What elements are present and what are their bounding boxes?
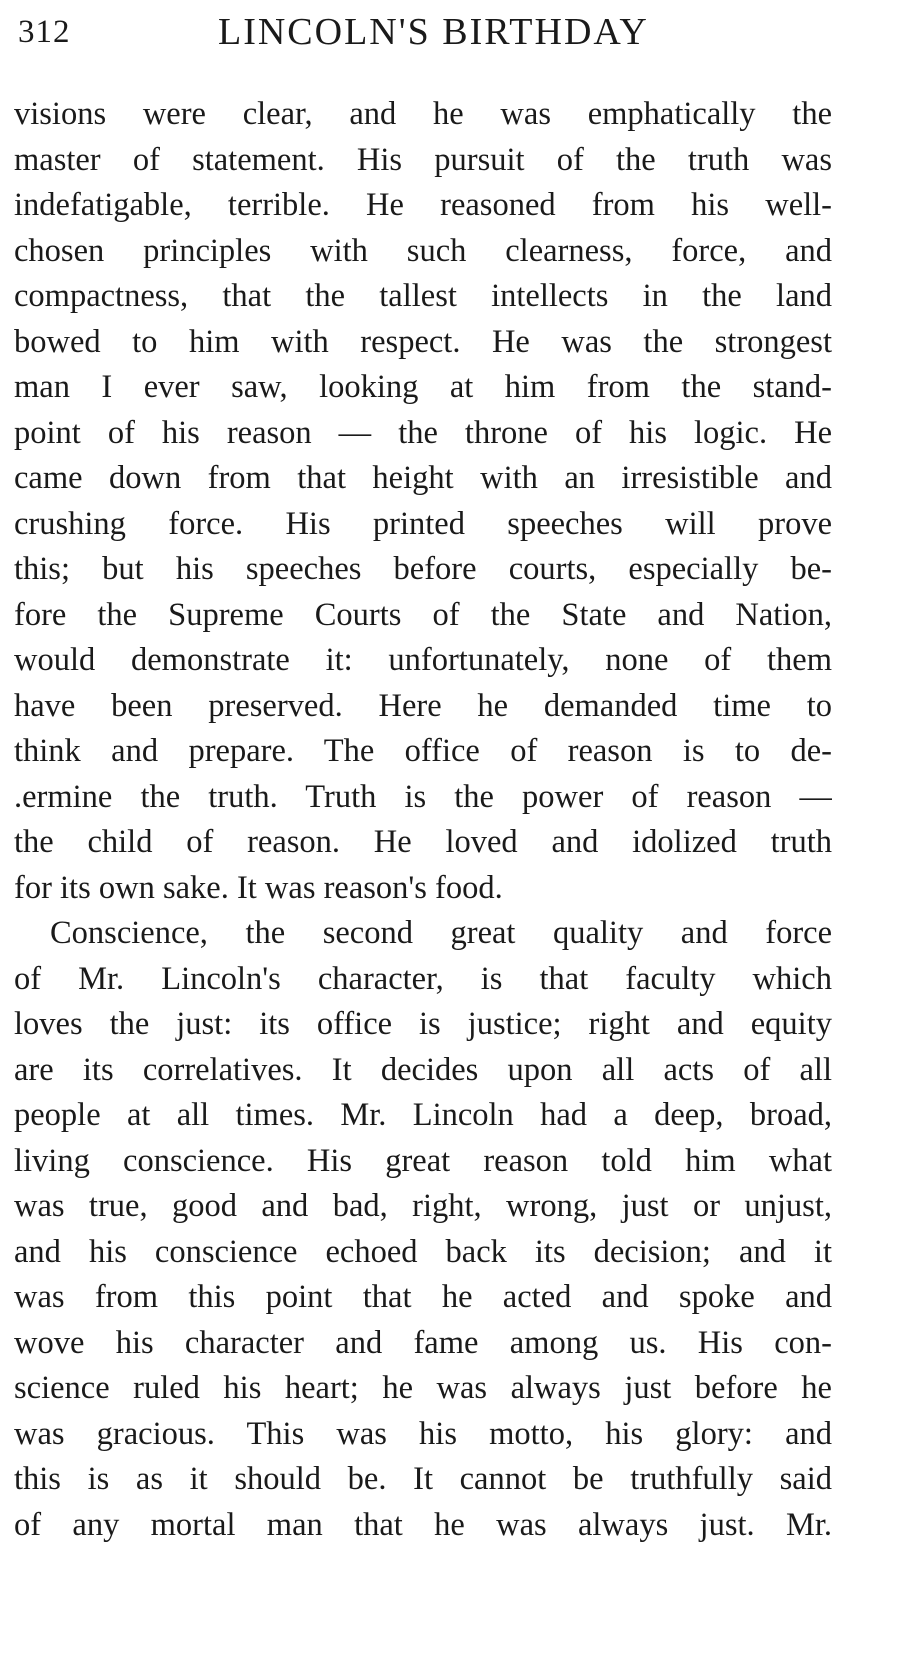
text-line: visions were clear, and he was emphatically the xyxy=(14,96,832,132)
text-line: people at all times. Mr. Lincoln had a deep, broad, xyxy=(14,1097,832,1133)
text-line: man I ever saw, looking at him from the stand- xyxy=(14,369,832,405)
text-line: of any mortal man that he was always just. Mr. xyxy=(14,1506,832,1543)
text-line: this is as it should be. It cannot be truthfully said xyxy=(14,1461,832,1497)
text-line: Conscience, the second great quality and force xyxy=(50,915,832,951)
text-line: would demonstrate it: unfortunately, none of them xyxy=(14,642,832,678)
text-line: are its correlatives. It decides upon all acts of all xyxy=(14,1051,832,1088)
text-line: of Mr. Lincoln's character, is that faculty which xyxy=(14,960,832,997)
text-line: .ermine the truth. Truth is the power of reason — xyxy=(14,778,832,815)
text-line: think and prepare. The office of reason is to de- xyxy=(14,733,832,769)
page-header xyxy=(18,6,838,66)
text-line: wove his character and fame among us. His con- xyxy=(14,1324,832,1361)
text-line: point of his reason — the throne of his logic. He xyxy=(14,414,832,451)
text-line: master of statement. His pursuit of the truth was xyxy=(14,141,832,178)
text-line: this; but his speeches before courts, especially be- xyxy=(14,551,832,587)
text-line: indefatigable, terrible. He reasoned from his well- xyxy=(14,187,832,223)
text-line: was from this point that he acted and spoke and xyxy=(14,1279,832,1315)
text-line: bowed to him with respect. He was the strongest xyxy=(14,323,832,360)
text-line: and his conscience echoed back its decision; and it xyxy=(14,1233,832,1270)
text-line: the child of reason. He loved and idolized truth xyxy=(14,824,832,860)
text-line: compactness, that the tallest intellects in the land xyxy=(14,278,832,314)
text-line: loves the just: its office is justice; right and equity xyxy=(14,1006,832,1042)
text-line: have been preserved. Here he demanded time to xyxy=(14,687,832,724)
text-line: was true, good and bad, right, wrong, just or unjust, xyxy=(14,1188,832,1224)
text-line: chosen principles with such clearness, force, and xyxy=(14,232,832,269)
text-line: for its own sake. It was reason's food. xyxy=(14,869,503,906)
running-title: LINCOLN'S BIRTHDAY xyxy=(218,11,649,53)
page-number: 312 xyxy=(18,14,71,50)
text-line: science ruled his heart; he was always just before he xyxy=(14,1370,832,1406)
text-line: living conscience. His great reason told him what xyxy=(14,1142,832,1179)
text-line: was gracious. This was his motto, his glory: and xyxy=(14,1415,832,1452)
body-text xyxy=(14,92,832,1548)
text-line: fore the Supreme Courts of the State and Nation, xyxy=(14,596,832,633)
text-line: crushing force. His printed speeches will prove xyxy=(14,505,832,542)
text-line: came down from that height with an irresistible and xyxy=(14,460,832,496)
